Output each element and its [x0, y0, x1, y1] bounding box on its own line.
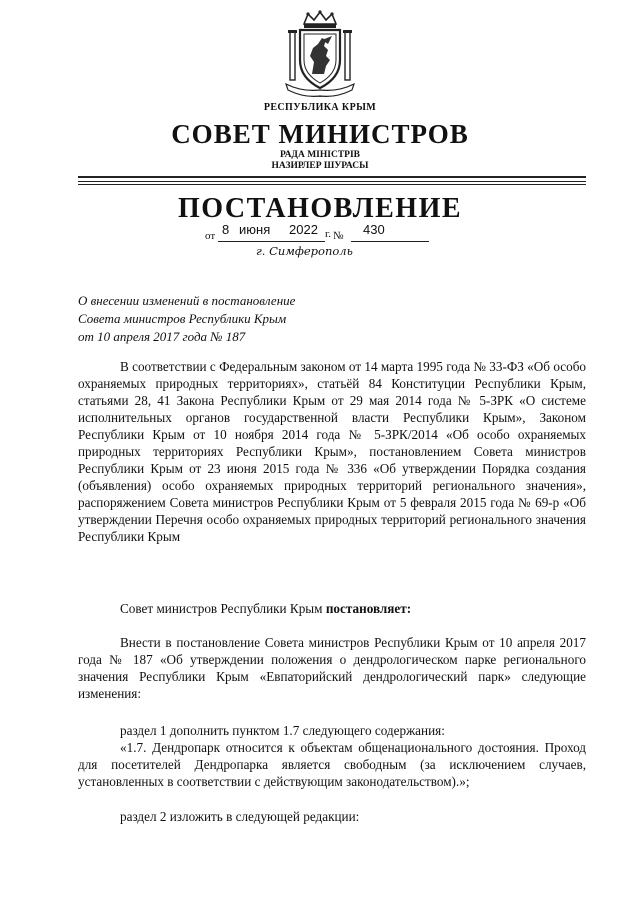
- number-prefix: №: [333, 230, 344, 242]
- republic-name: РЕСПУБЛИКА КРЫМ: [263, 102, 377, 113]
- point-1-7-paragraph: «1.7. Дендропарк относится к объектам общенационального достояния. Проход для посетителей Дендропарка является свободным (за исключением случаев, установленных в соответствии с действующим законодательством).»;: [78, 740, 586, 789]
- decree-number: 430: [363, 222, 385, 237]
- decree-year: 2022: [289, 222, 318, 237]
- decree-subject: [78, 292, 378, 346]
- date-underline: [218, 241, 325, 242]
- council-name: СОВЕТ МИНИСТРОВ: [171, 119, 469, 149]
- year-suffix: г.: [325, 228, 332, 240]
- subject-line: О внесении изменений в постановление: [78, 293, 296, 308]
- resolves-prefix: Совет министров Республики Крым: [120, 601, 326, 616]
- resolves-paragraph: [78, 600, 586, 617]
- resolves-keyword: постановляет: [325, 601, 407, 616]
- decree-day: 8: [222, 222, 230, 237]
- decree-dateline: [205, 222, 435, 244]
- number-underline: [351, 241, 429, 242]
- preamble-paragraph: В соответствии с Федеральным законом от 14 марта 1995 года № 33-ФЗ «Об особо охраняемых природных территориях», статьёй 84 Конституции Республики Крым, статьями 28, 41 Закона Республики Крым от 29 мая 2014 года № 5-ЗРК «О системе исполнительных органов государственной власти Республики Крым», Законом Республики Крым от 10 ноября 2014 года № 5-ЗРК/2014 «Об особо охраняемых природных территориях Республики Крым», постановлением Совета министров Республики Крым от 23 июня 2015 года № 336 «Об утверждении Порядка создания (объявления) особо охраняемых природных территорий регионального значения», распоряжением Совета министров Республики Крым от 5 февраля 2015 года № 69-р «Об утверждении Перечня особо охраняемых природных территорий регионального значения Республики Крым: [78, 359, 586, 544]
- crimea-coat-of-arms-icon: [282, 10, 358, 98]
- subject-line: Совета министров Республики Крым: [78, 311, 287, 326]
- section-1-paragraph: раздел 1 дополнить пунктом 1.7 следующего содержания:: [120, 723, 445, 738]
- document-type: ПОСТАНОВЛЕНИЕ: [177, 193, 463, 224]
- header-rule-thin: [78, 184, 586, 185]
- amendment-paragraph: Внести в постановление Совета министров Республики Крым от 10 апреля 2017 года № 187 «Об утверждении положения о дендрологическом парке регионального значения Республики Крым «Евпаторийский дендрологический парк» следующие изменения:: [78, 635, 586, 701]
- decree-month: июня: [239, 222, 271, 237]
- council-name-ukrainian: РАДА МІНІСТРІВ: [279, 150, 360, 160]
- section-2-paragraph: раздел 2 изложить в следующей редакции:: [120, 809, 360, 824]
- council-name-crimean-tatar: НАЗИРЛЕР ШУРАСЫ: [271, 161, 369, 171]
- date-prefix: от: [205, 230, 216, 242]
- decree-city: г. Симферополь: [256, 244, 353, 258]
- header-rule-thick: [78, 176, 586, 178]
- subject-line: от 10 апреля 2017 года № 187: [78, 329, 246, 344]
- resolves-colon: :: [406, 601, 412, 616]
- header-rule-thin: [78, 181, 586, 182]
